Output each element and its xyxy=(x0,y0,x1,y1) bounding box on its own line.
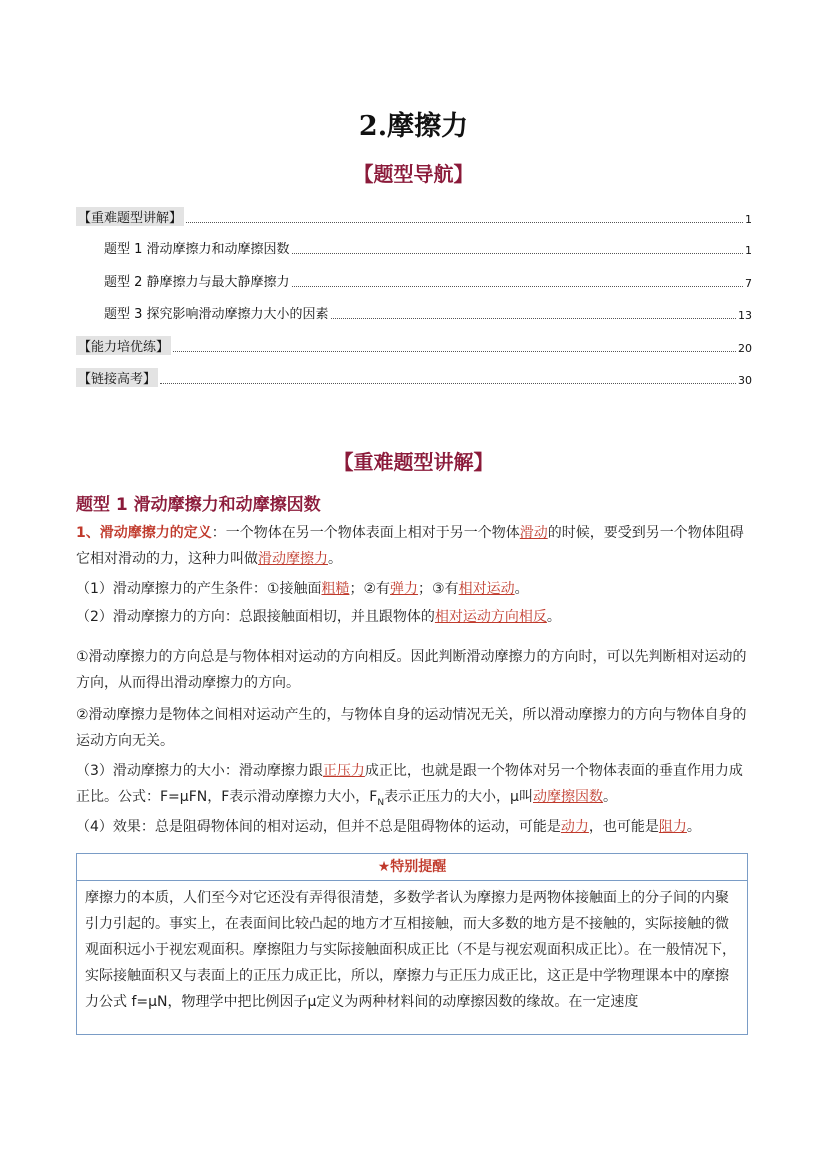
text-run: ；③有 xyxy=(418,581,459,597)
special-reminder-box xyxy=(76,853,748,1035)
toc-entry-ability-practice[interactable] xyxy=(76,336,752,355)
text-run: 的时候，要受到另一个物体阻碍它相对滑动的力，这种力叫做 xyxy=(76,525,744,567)
keyword-underlined: 正压力 xyxy=(322,763,365,779)
toc-leader xyxy=(173,350,736,352)
toc-page-number: 1 xyxy=(745,244,752,257)
text-run: 。 xyxy=(546,609,561,625)
definition-paragraph xyxy=(76,520,752,572)
text-run: ，也可能是 xyxy=(588,819,659,835)
text-run: 。 xyxy=(602,789,617,805)
text-run: （2）滑动摩擦力的方向：总跟接触面相切，并且跟物体的 xyxy=(76,609,435,625)
keyword-underlined: 粗糙 xyxy=(321,581,350,597)
toc-label: 【重难题型讲解】 xyxy=(76,207,184,226)
text-run: （4）效果：总是阻碍物体间的相对运动，但并不总是阻碍物体的运动，可能是 xyxy=(76,819,561,835)
text-run: 。 xyxy=(686,819,701,835)
toc-entry-type-1[interactable] xyxy=(104,238,752,257)
keyword-underlined: 滑动 xyxy=(519,525,548,541)
toc-leader xyxy=(186,221,743,223)
special-reminder-title: ★特别提醒 xyxy=(77,854,747,881)
toc-entry-gaokao-link[interactable] xyxy=(76,368,752,387)
toc-label: 题型 3 探究影响滑动摩擦力大小的因素 xyxy=(104,307,329,322)
toc-page-number: 13 xyxy=(738,309,752,322)
definition-lead: 1、滑动摩擦力的定义 xyxy=(76,525,212,541)
toc-label: 题型 2 静摩擦力与最大静摩擦力 xyxy=(104,275,290,290)
toc-leader xyxy=(160,382,736,384)
toc-entry-type-3[interactable] xyxy=(104,303,752,322)
toc-label: 【链接高考】 xyxy=(76,368,158,387)
toc-entry-type-2[interactable] xyxy=(104,271,752,290)
note-paragraph-1: ①滑动摩擦力的方向总是与物体相对运动的方向相反。因此判断滑动摩擦力的方向时，可以先判断相对运动的方向，从而得出滑动摩擦力的方向。 xyxy=(76,649,747,691)
text-run: ；②有 xyxy=(349,581,391,597)
text-run: （1）滑动摩擦力的产生条件：①接触面 xyxy=(76,581,322,597)
toc-leader xyxy=(292,252,743,254)
type-1-heading: 题型 1 滑动摩擦力和动摩擦因数 xyxy=(76,495,321,515)
text-run: 表示正压力的大小，μ叫 xyxy=(384,789,533,805)
toc-page-number: 7 xyxy=(745,277,752,290)
magnitude-paragraph xyxy=(76,758,752,816)
text-run: 。 xyxy=(514,581,529,597)
keyword-underlined: 弹力 xyxy=(390,581,419,597)
toc-page-number: 30 xyxy=(738,374,752,387)
special-reminder-body: 摩擦力的本质，人们至今对它还没有弄得很清楚，多数学者认为摩擦力是两物体接触面上的分子间的内聚引力引起的。事实上，在表面间比较凸起的地方才互相接触，而大多数的地方是不接触的，实际接触的微观面积远小于视宏观面积。摩擦阻力与实际接触面积成正比（不是与视宏观面积成正比）。在一般情况下，实际接触面积又与表面上的正压力成正比，所以，摩擦力与正压力成正比，这正是中学物理课本中的摩擦力公式 f=μN，物理学中把比例因子μ定义为两种材料间的动摩擦因数的缘故。在一定速度 xyxy=(85,890,736,1010)
text-run: 成正比，也就是跟一个物体对另一个物体表面的垂直作用力成正比。公式：F=μFN，F表示滑动摩擦力大小，F xyxy=(76,763,743,805)
page-title: 2.摩擦力 xyxy=(358,111,469,142)
subscript: N xyxy=(377,797,385,808)
keyword-underlined: 滑动摩擦力 xyxy=(258,551,328,567)
text-run: 。 xyxy=(328,551,342,567)
section-heading: 【重难题型讲解】 xyxy=(333,450,494,474)
toc-leader xyxy=(292,285,743,287)
toc-label: 【能力培优练】 xyxy=(76,336,171,355)
toc-page-number: 1 xyxy=(745,213,752,226)
toc-leader xyxy=(331,317,736,319)
navigation-heading: 【题型导航】 xyxy=(353,162,474,186)
text-run: ：一个物体在另一个物体表面上相对于另一个物体 xyxy=(211,525,520,541)
toc-page-number: 20 xyxy=(738,342,752,355)
note-paragraph-2: ②滑动摩擦力是物体之间相对运动产生的，与物体自身的运动情况无关，所以滑动摩擦力的方向与物体自身的运动方向无关。 xyxy=(76,707,747,749)
direction-paragraph xyxy=(76,604,752,630)
toc-label: 题型 1 滑动摩擦力和动摩擦因数 xyxy=(104,242,290,257)
toc-entry-key-topics[interactable] xyxy=(76,207,752,226)
keyword-underlined: 动力 xyxy=(560,819,589,835)
effect-paragraph xyxy=(76,814,752,840)
keyword-underlined: 动摩擦因数 xyxy=(532,789,603,805)
keyword-underlined: 相对运动 xyxy=(458,581,515,597)
keyword-underlined: 阻力 xyxy=(658,819,687,835)
keyword-underlined: 相对运动方向相反 xyxy=(434,609,547,625)
text-run: （3）滑动摩擦力的大小：滑动摩擦力跟 xyxy=(76,763,323,779)
conditions-paragraph xyxy=(76,576,752,602)
